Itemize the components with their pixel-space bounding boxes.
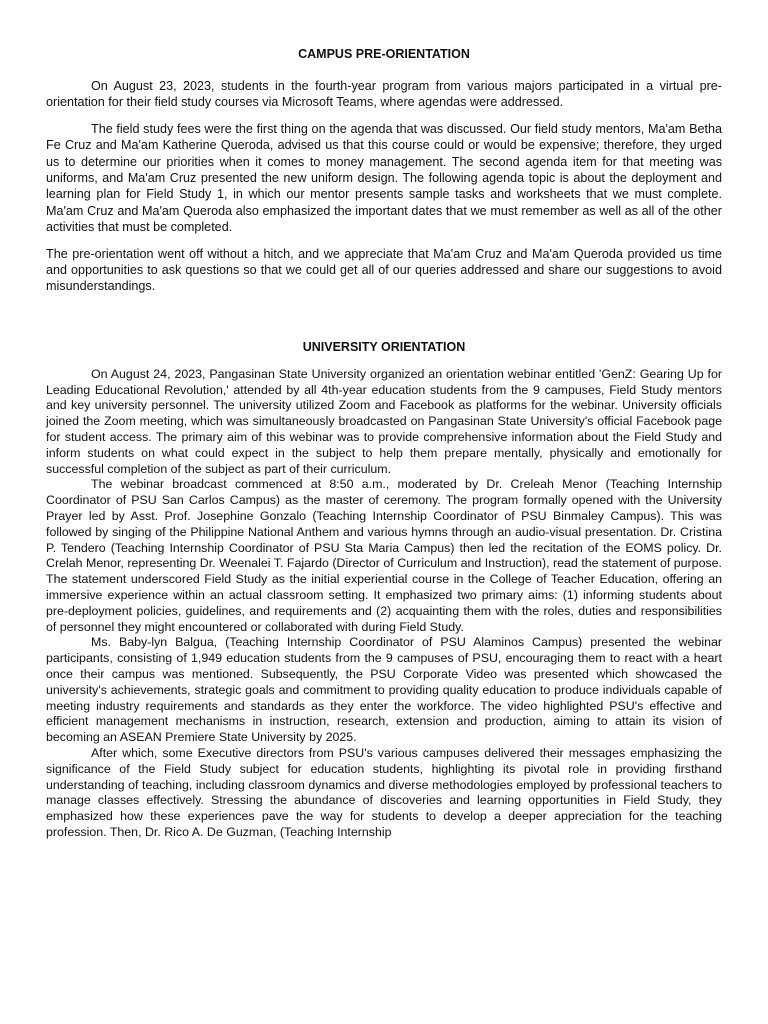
campus-paragraph-3: The pre-orientation went off without a hitch, and we appreciate that Ma'am Cruz and Ma'am Queroda provided us time and opportunities to ask questions so that we could get all of our queries addressed and share our suggestions to avoid misunderstandings. [46,246,722,294]
university-paragraph-3: Ms. Baby-lyn Balgua, (Teaching Internship Coordinator of PSU Alaminos Campus) presented the webinar participants, consisting of 1,949 education students from the 9 campuses of PSU, encouraging them to react with a heart once their campus was mentioned. Subsequently, the PSU Corporate Video was presented which showcased the university's achievements, strategic goals and commitment to providing quality education to produce individuals capable of meeting industry requirements and standards as they enter the workforce. The video highlighted PSU's effective and efficient management mechanisms in instruction, research, extension and production, aiming to attain its vision of becoming an ASEAN Premiere State University by 2025. [46,635,722,745]
campus-pre-orientation-title: CAMPUS PRE-ORIENTATION [298,47,470,61]
university-orientation-section [46,295,722,841]
university-paragraph-4: After which, some Executive directors from PSU's various campuses delivered their messages emphasizing the significance of the Field Study subject for education students, highlighting its pivotal role in providing firsthand understanding of teaching, including classroom dynamics and diverse methodologies employed by professional teachers to manage classes effectively. Stressing the abundance of discoveries and learning opportunities in Field Study, they emphasized how these experiences pave the way for students to develop a deeper appreciation for the teaching profession. Then, Dr. Rico A. De Guzman, (Teaching Internship [46,746,722,839]
university-paragraph-1: On August 24, 2023, Pangasinan State University organized an orientation webinar entitled 'GenZ: Gearing Up for Leading Educational Revolution,' attended by all 4th-year education students from the 9 campuses, Field Study mentors and key university personnel. The university utilized Zoom and Facebook as platforms for the webinar. University officials joined the Zoom meeting, which was simultaneously broadcasted on Pangasinan State University's official Facebook page for student access. The primary aim of this webinar was to provide comprehensive information about the Field Study and inform students on what could expect in the subject to help them prepare mentally, physically and emotionally for successful completion of the subject as part of their curriculum. [46,366,722,476]
campus-paragraph-2: The field study fees were the first thing on the agenda that was discussed. Our field study mentors, Ma'am Betha Fe Cruz and Ma'am Katherine Queroda, advised us that this course could or would be expensive; therefore, they urged us to determine our priorities when it comes to money management. The second agenda item for that meeting was uniforms, and Ma'am Cruz presented the new uniform design. The following agenda topic is about the deployment and learning plan for Field Study 1, in which our mentor presents sample tasks and worksheets that we must complete. Ma'am Cruz and Ma'am Queroda also emphasized the important dates that we must remember as well as all of the other activities that must be completed. [46,121,722,235]
campus-pre-orientation-section [46,0,722,295]
university-paragraph-2: The webinar broadcast commenced at 8:50 a.m., moderated by Dr. Creleah Menor (Teaching Internship Coordinator of PSU San Carlos Campus) as the master of ceremony. The program formally opened with the University Prayer led by Asst. Prof. Josephine Gonzalo (Teaching Internship Coordinator of PSU Binmaley Campus). This was followed by singing of the Philippine National Anthem and various hymns through an audio-visual presentation. Dr. Cristina P. Tendero (Teaching Internship Coordinator of PSU Sta Maria Campus) then led the recitation of the EOMS policy. Dr. Crelah Menor, representing Dr. Weenalei T. Fajardo (Director of Curriculum and Instruction), read the statement of purpose. The statement underscored Field Study as the initial experiential course in the College of Teacher Education, offering an immersive experience within an actual classroom setting. It emphasized two primary aims: (1) informing students about pre-deployment policies, guidelines, and requirements and (2) acquainting them with the roles, duties and responsibilities of personnel they might encountered or collaborated with during Field Study. [46,477,722,634]
campus-paragraph-1: On August 23, 2023, students in the fourth-year program from various majors participated in a virtual pre-orientation for their field study courses via Microsoft Teams, where agendas were addressed. [46,79,722,110]
university-orientation-title: UNIVERSITY ORIENTATION [302,339,466,354]
document-page [46,0,722,841]
